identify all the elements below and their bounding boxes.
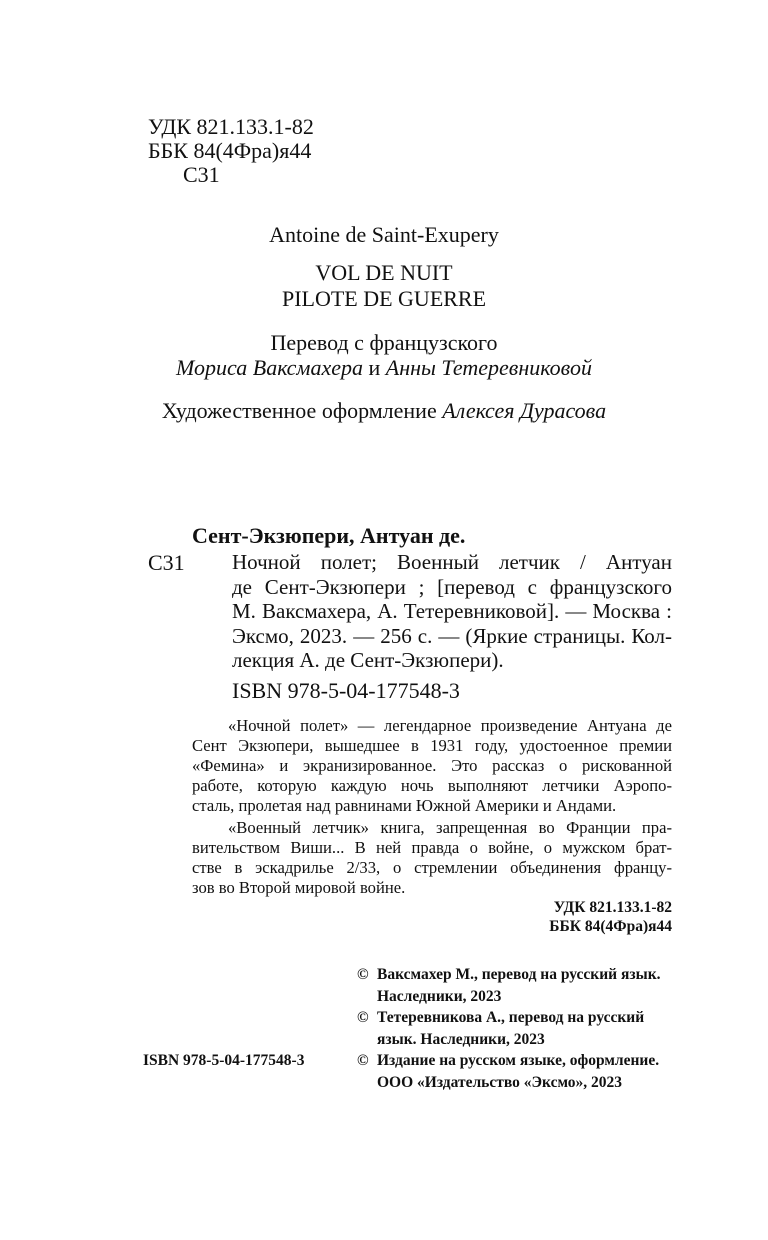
copyright-entry xyxy=(357,964,677,986)
annotation-line: вительством Виши... В ней правда о войне, о мужском брат- xyxy=(192,838,672,857)
copyright-entry xyxy=(357,1007,677,1029)
annotation-line: «Фемина» и экранизированное. Это рассказ о рискованной xyxy=(192,756,672,775)
annotation-line: сталь, пролетая над равнинами Южной Америки и Андами. xyxy=(192,796,617,815)
bib-description xyxy=(232,550,672,673)
designer-name: Алексея Дурасова xyxy=(442,398,607,423)
annotation-paragraph-1 xyxy=(192,716,672,816)
annotation-line: стве в эскадрилье 2/33, о стремлении объединения францу- xyxy=(192,858,672,877)
copyright-symbol: © xyxy=(357,1009,369,1026)
bib-line: Эксмо, 2023. — 256 с. — (Яркие страницы. Кол- xyxy=(232,623,672,648)
original-title-2: PILOTE DE GUERRE xyxy=(281,286,487,311)
copyright-text: Тетеревникова А., перевод на русский xyxy=(377,1009,645,1026)
annotation-paragraph-2 xyxy=(192,818,672,898)
design-label: Художественное оформление xyxy=(161,398,443,423)
original-author: Antoine de Saint-Exupery xyxy=(269,222,499,247)
annotation-line: Сент Экзюпери, вышедшее в 1931 году, удостоенное премии xyxy=(192,736,672,755)
annotation-line: зов во Второй мировой войне. xyxy=(192,878,406,897)
original-title-1: VOL DE NUIT xyxy=(315,260,453,285)
bib-author-sign: С31 xyxy=(148,550,185,575)
copyright-symbol: © xyxy=(357,966,369,983)
copyright-text-cont: Наследники, 2023 xyxy=(377,987,502,1005)
translator-1: Мориса Ваксмахера xyxy=(176,355,363,380)
bib-line: лекция А. де Сент-Экзюпери). xyxy=(232,648,504,672)
annotation-line: работе, которую каждую ночь выполняют летчики Аэропо- xyxy=(192,776,672,795)
isbn-bottom: ISBN 978-5-04-177548-3 xyxy=(143,1052,305,1069)
bib-heading: Сент-Экзюпери, Антуан де. xyxy=(192,523,466,548)
annotation-line: «Военный летчик» книга, запрещенная во Франции пра- xyxy=(228,818,672,837)
udk-code-small: УДК 821.133.1-82 xyxy=(553,899,672,916)
copyright-text-cont: язык. Наследники, 2023 xyxy=(377,1030,545,1048)
author-sign: С31 xyxy=(183,162,220,187)
design-credit xyxy=(0,398,768,424)
bib-line: М. Ваксмахера, А. Тетеревниковой]. — Москва : xyxy=(232,599,672,623)
bbk-code-small: ББК 84(4Фра)я44 xyxy=(549,918,672,935)
annotation-line: «Ночной полет» — легендарное произведение Антуана де xyxy=(228,716,672,735)
copyright-block xyxy=(357,964,677,1093)
bbk-code: ББК 84(4Фра)я44 xyxy=(148,138,312,163)
translation-label: Перевод с французского xyxy=(270,330,498,355)
udk-code: УДК 821.133.1-82 xyxy=(148,114,314,139)
copyright-symbol: © xyxy=(357,1052,369,1069)
copyright-text: Издание на русском языке, оформление. xyxy=(377,1052,660,1069)
bib-line: Ночной полет; Военный летчик / Антуан xyxy=(232,550,672,574)
copyright-text: Ваксмахер М., перевод на русский язык. xyxy=(377,966,661,983)
copyright-text-cont: ООО «Издательство «Эксмо», 2023 xyxy=(377,1073,623,1091)
translator-2: Анны Тетеревниковой xyxy=(385,355,592,380)
copyright-entry xyxy=(357,1050,677,1072)
bib-line: де Сент-Экзюпери ; [перевод с французского xyxy=(232,574,672,599)
bib-isbn: ISBN 978-5-04-177548-3 xyxy=(232,678,460,703)
translators-conjunction: и xyxy=(362,355,386,380)
translators-line xyxy=(0,355,768,381)
